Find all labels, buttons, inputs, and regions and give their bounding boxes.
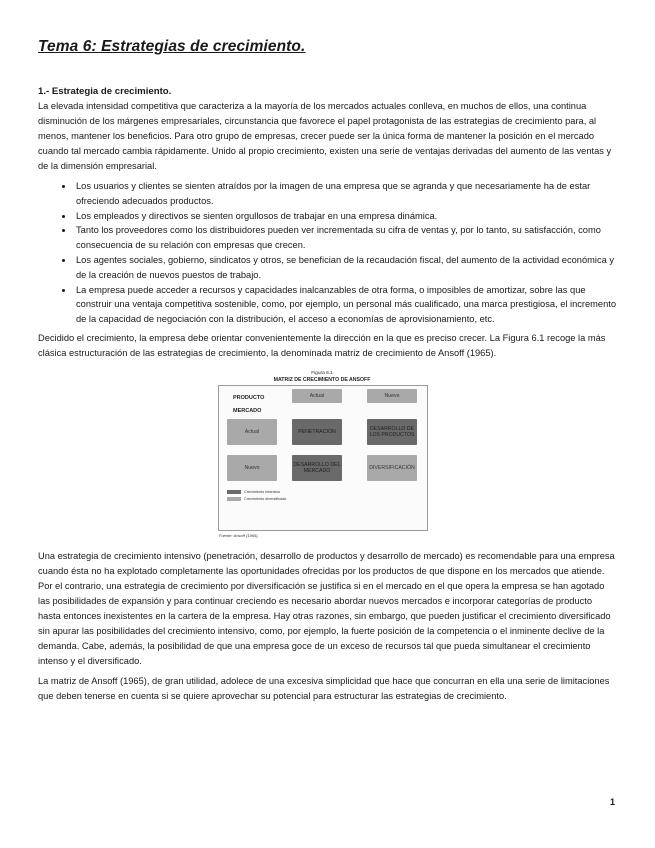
page-number: 1 xyxy=(609,797,615,807)
legend-diversificado: Crecimiento diversificado xyxy=(244,496,287,501)
legend-swatch-diversificado xyxy=(227,497,241,501)
section-heading: 1.- Estrategia de crecimiento. xyxy=(38,86,172,97)
producto-label: PRODUCTO xyxy=(233,394,265,401)
mercado-label: MERCADO xyxy=(233,407,262,414)
ansoff-limitations-paragraph: La matriz de Ansoff (1965), de gran utilidad, adolece de una excesiva simplicidad que hace que concurran en ella una serie de limitaciones que deben tenerse en cuenta si se quiere aprovechar su potencial para estructurar las estrategias de crecimiento. xyxy=(38,675,610,701)
list-item: • Tanto los proveedores como los distribuidores pueden ver incrementada su cifra de ventas y, por lo tanto, su satisfacción, como consecuencia de su relación con empresas que crecen. xyxy=(74,223,616,253)
matrix-frame xyxy=(218,385,428,531)
list-item: • Los empleados y directivos se sienten orgullosos de trabajar en una empresa dinámica. xyxy=(74,209,616,224)
document-page xyxy=(38,38,616,709)
ansoff-matrix-figure xyxy=(213,371,431,541)
figure-title: MATRIZ DE CRECIMIENTO DE ANSOFF xyxy=(273,376,371,383)
list-item: • La empresa puede acceder a recursos y capacidades inalcanzables de otra forma, o imposibles de amortizar, sobre las que construir una ventaja competitiva sostenible, como, por ejemplo, un personal más cualificado, una marca prestigiosa, el incremento de la capacidad de negociación con la distribución, el acceso a economías de aprovisionamiento, etc. xyxy=(74,283,616,327)
row-header-nuevo: Nuevo xyxy=(227,455,277,481)
cell-diversificacion: DIVERSIFICACIÓN xyxy=(367,455,417,481)
intro-paragraph: La elevada intensidad competitiva que caracteriza a la mayoría de los mercados actuales conlleva, en muchos de ellos, una continua disminución de los márgenes empresariales, circunstancia que favorece el papel protagonista de las estrategias de crecimiento para, al menos, mantener los beneficios. Para otro grupo de empresas, crecer puede ser la única forma de mantener la posición en el mercado cuando tal mercado cambia rápidamente. Unido al propio crecimiento, existen una serie de ventajas derivadas del aumento de las ventas y de la dimensión empresarial. xyxy=(38,101,612,171)
figure-label: Figura 6.1 xyxy=(311,370,333,376)
legend-swatch-intensivo xyxy=(227,490,241,494)
intensive-vs-diversification-paragraph: Una estrategia de crecimiento intensivo (penetración, desarrollo de productos y desarrollo de mercado) es recomendable para una empresa cuando ésta no ha explotado completamente las oportunidades ofrecidas por los productos de que dispone en los mercados que atiende. Por el contrario, una estrategia de crecimiento por diversificación se justifica si en el mercado en el que opera la empresa se han agotado las posibilidades de expansión y para continuar creciendo es necesario abordar nuevos mercados e incorporar categorías de producto hasta entonces inexistentes en la cartera de la empresa. Hay otras razones, sin embargo, que pueden justificar el crecimiento diversificado sin apurar las posibilidades del crecimiento intensivo, como, por ejemplo, la fuerte posición de la competencia o el inminente declive de la demanda. Cabe, además, la posibilidad de que una empresa goce de un exceso de recursos tal que pueda simultanear el crecimiento intenso y el diversificado. xyxy=(38,550,615,666)
row-header-actual: Actual xyxy=(227,419,277,445)
list-item: • Los agentes sociales, gobierno, sindicatos y otros, se benefician de la recaudación fiscal, del aumento de la actividad económica y de la creación de nuevos puestos de trabajo. xyxy=(74,253,616,283)
direction-paragraph: Decidido el crecimiento, la empresa debe orientar convenientemente la dirección en la que es preciso crecer. La Figura 6.1 recoge la más clásica estructuración de las estrategias de crecimiento, la denominada matriz de crecimiento de Ansoff (1965). xyxy=(38,332,606,358)
advantages-list xyxy=(38,179,616,327)
figure-source: Fuente: Ansoff (1965). xyxy=(219,532,259,538)
legend-intensivo: Crecimiento intensivo xyxy=(244,489,281,494)
cell-desarrollo-mercado: DESARROLLO DEL MERCADO xyxy=(292,455,342,481)
figure-caption xyxy=(213,371,431,383)
cell-penetracion: PENETRACIÓN xyxy=(292,419,342,445)
document-title: Tema 6: Estrategias de crecimiento. xyxy=(38,38,306,55)
list-item: • Los usuarios y clientes se sienten atraídos por la imagen de una empresa que se agranda y que necesariamente ha de estar ofreciendo adecuados productos. xyxy=(74,179,616,209)
col-header-nuevo: Nuevo xyxy=(367,389,417,403)
cell-desarrollo-productos: DESARROLLO DE LOS PRODUCTOS xyxy=(367,419,417,445)
col-header-actual: Actual xyxy=(292,389,342,403)
